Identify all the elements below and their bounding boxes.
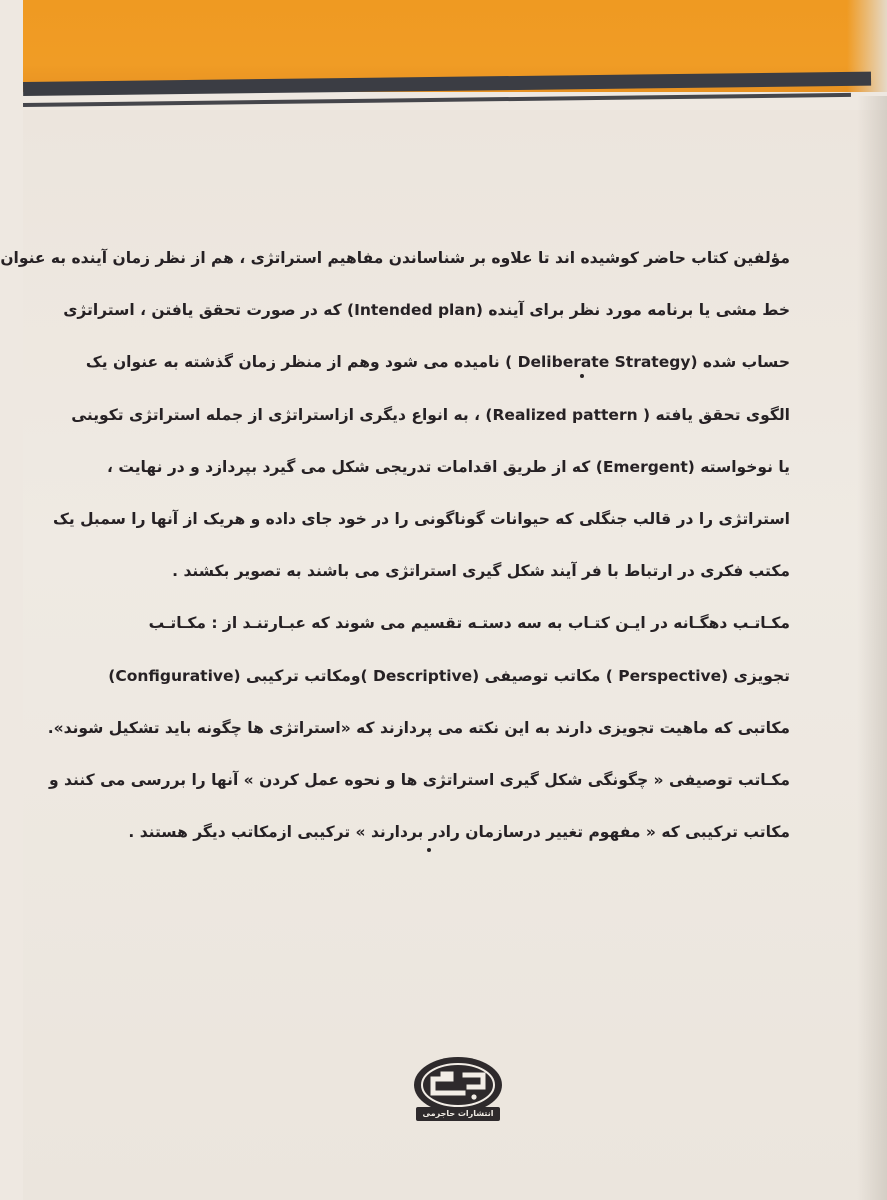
text-line: مؤلفین کتاب حاضر کوشیده اند تا علاوه بر شناساندن مفاهیم استراتژی ، هم از نظر زمان آینده به عنوان	[0, 249, 790, 267]
text-line: مکاتب ترکیبی که « مفهوم تغییر درسازمان رادر بردارند » ترکیبی ازمکاتب دیگر هستند .	[128, 823, 790, 842]
text-line: مکـاتب توصیفی « چگونگی شکل گیری استراتژی ها و نحوه عمل کردن » آنها را بررسی می کنند و	[49, 770, 790, 789]
ink-speck	[427, 848, 431, 852]
text-line: حساب شده (Deliberate Strategy ) نامیده می شود وهم از منظر زمان گذشته به عنوان یک	[85, 353, 790, 372]
page-edge-shadow	[857, 96, 887, 1200]
text-line: مکتب فکری در ارتباط با فر آیند شکل گیری استراتژی می باشند به تصویر بکشند .	[172, 562, 790, 581]
paragraph-schools	[47, 597, 790, 858]
book-description	[0, 232, 790, 858]
text-line: تجویزی (Perspective ) مکاتب توصیفی (Descriptive )ومکاتب ترکیبی (Configurative)	[108, 666, 790, 685]
text-line: خط مشی یا برنامه مورد نظر برای آینده (Intended plan) که در صورت تحقق یافتن ، استراتژی	[63, 301, 790, 320]
ink-speck	[580, 374, 584, 378]
paragraph-intro	[0, 232, 790, 597]
text-line: الگوی تحقق یافته ( Realized pattern) ، به انواع دیگری ازاستراتژی از جمله استراتژی تکوینی	[71, 405, 790, 424]
publisher-name: انتشارات حاجرمی	[422, 1109, 494, 1118]
text-line: یا نوخواسته (Emergent) که از طریق اقدامات تدریجی شکل می گیرد بپردازد و در نهایت ،	[107, 457, 790, 476]
text-line: مکـاتـب دهگـانه در ایـن کتـاب به سه دستـه تقسیم می شوند که عبـارتنـد از : مکـاتـب	[148, 614, 790, 633]
text-line: مکاتبی که ماهیت تجویزی دارند به این نکته می پردازند که «استراتژی ها چگونه باید تشکیل شوند».	[47, 718, 790, 737]
cover-thin-rule	[23, 93, 851, 107]
text-line: استراتژی را در قالب جنگلی که حیوانات گوناگونی را در خود جای داده و هریک از آنها را سمبل یک	[52, 509, 790, 528]
